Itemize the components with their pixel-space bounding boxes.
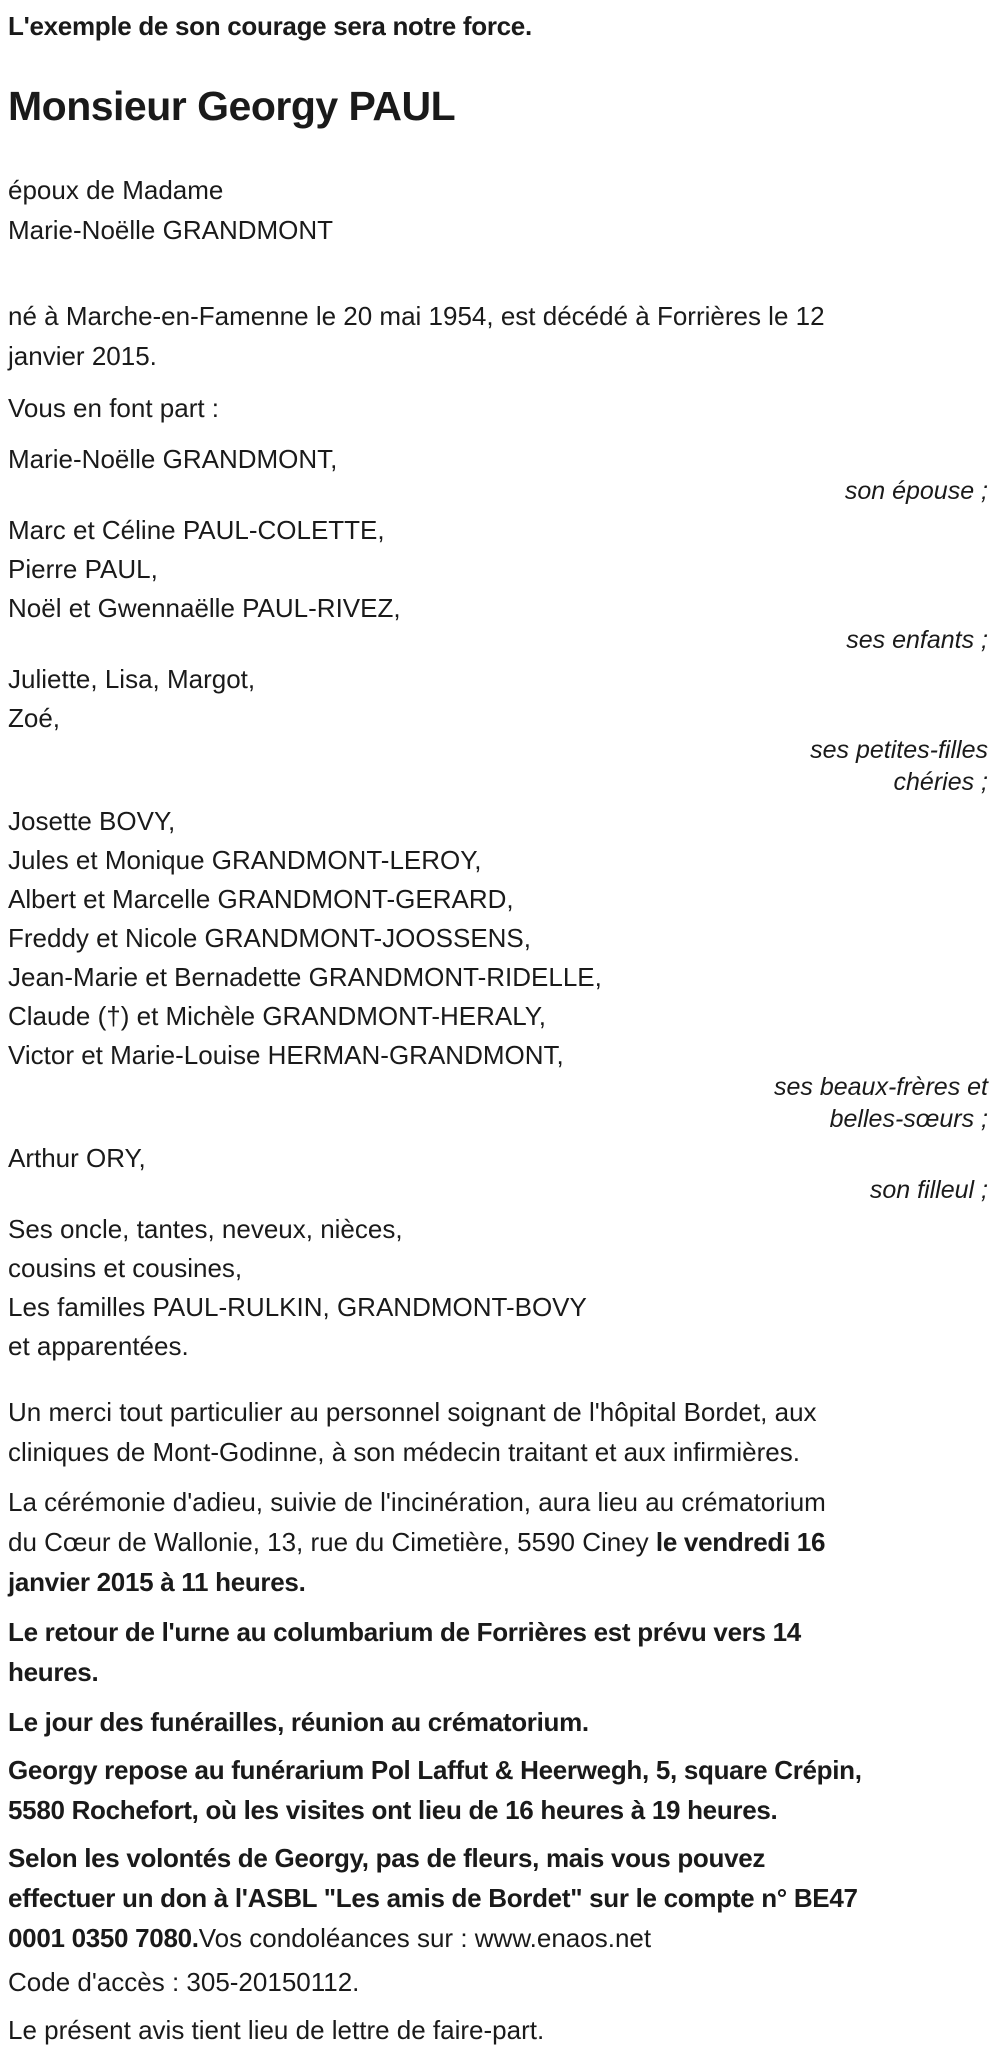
family-group-children [8, 511, 990, 656]
family-names [8, 1210, 990, 1366]
family-group-extended [8, 1210, 990, 1366]
family-group-inlaws [8, 802, 990, 1135]
life-dates [8, 296, 990, 376]
closing-note: Le présent avis tient lieu de lettre de faire-part. [8, 2015, 545, 2045]
text-line: janvier 2015 à 11 heures. [8, 1567, 306, 1597]
funeral-day-paragraph [8, 1702, 990, 1742]
access-code: Code d'accès : 305-20150112. [8, 1967, 360, 1997]
text-line: ses enfants ; [846, 626, 988, 654]
text-line: Josette BOVY, [8, 806, 176, 836]
text-line: Le jour des funérailles, réunion au crématorium. [8, 1707, 589, 1737]
text-line: Marc et Céline PAUL-COLETTE, [8, 515, 385, 545]
text-line: Victor et Marie-Louise HERMAN-GRANDMONT, [8, 1040, 564, 1070]
text-line: La cérémonie d'adieu, suivie de l'incinération, aura lieu au crématorium [8, 1487, 826, 1517]
text-line: cousins et cousines, [8, 1253, 243, 1283]
family-names [8, 440, 990, 479]
text-line: Zoé, [8, 703, 61, 733]
text-line: Georgy repose au funérarium Pol Laffut & Heerwegh, 5, square Crépin, [8, 1755, 862, 1785]
family-group-godson [8, 1139, 990, 1206]
text-line: ses petites-filles [810, 736, 988, 764]
family-relation [8, 624, 990, 656]
text-line: son filleul ; [869, 1176, 988, 1204]
text-line: Albert et Marcelle GRANDMONT-GERARD, [8, 884, 514, 914]
family-relation [8, 1174, 990, 1206]
text-line: Claude (†) et Michèle GRANDMONT-HERALY, [8, 1001, 546, 1031]
text-line: Selon les volontés de Georgy, pas de fleurs, mais vous pouvez [8, 1843, 766, 1873]
text-line: Jules et Monique GRANDMONT-LEROY, [8, 845, 482, 875]
repose-paragraph [8, 1750, 990, 1830]
text-line: belles-sœurs ; [829, 1105, 988, 1133]
urn-return-paragraph [8, 1612, 990, 1692]
text-line: époux de Madame [8, 175, 224, 205]
family-names [8, 660, 990, 738]
text-line: Jean-Marie et Bernadette GRANDMONT-RIDELLE, [8, 962, 602, 992]
text-line: Les familles PAUL-RULKIN, GRANDMONT-BOVY [8, 1292, 587, 1322]
text-line: Le retour de l'urne au columbarium de Forrières est prévu vers 14 [8, 1617, 801, 1647]
text-line: Arthur ORY, [8, 1143, 146, 1173]
family-relation [8, 734, 990, 798]
family-relation [8, 475, 990, 507]
family-group-granddaughters [8, 660, 990, 798]
ceremony-paragraph [8, 1482, 990, 1602]
family-names [8, 1139, 990, 1178]
spouse-intro [8, 170, 990, 250]
text-line: du Cœur de Wallonie, 13, rue du Cimetière, 5590 Ciney le vendredi 16 [8, 1527, 826, 1557]
epitaph: L'exemple de son courage sera notre force. [8, 11, 532, 41]
text-line: Un merci tout particulier au personnel soignant de l'hôpital Bordet, aux [8, 1397, 817, 1427]
text-line: Marie-Noëlle GRANDMONT [8, 215, 334, 245]
family-names [8, 511, 990, 628]
donation-paragraph [8, 1838, 990, 1958]
text-line: chéries ; [893, 768, 988, 796]
text-line: né à Marche-en-Famenne le 20 mai 1954, est décédé à Forrières le 12 [8, 301, 825, 331]
family-relation [8, 1071, 990, 1135]
text-line: 5580 Rochefort, où les visites ont lieu de 16 heures à 19 heures. [8, 1795, 778, 1825]
family-groups [8, 440, 990, 1366]
text-line: heures. [8, 1657, 99, 1687]
text-line: son épouse ; [844, 477, 988, 505]
text-line: Ses oncle, tantes, neveux, nièces, [8, 1214, 403, 1244]
text-line: Pierre PAUL, [8, 554, 158, 584]
text-line: ses beaux-frères et [774, 1073, 988, 1101]
text-line: Noël et Gwennaëlle PAUL-RIVEZ, [8, 593, 401, 623]
text-line: effectuer un don à l'ASBL "Les amis de Bordet" sur le compte n° BE47 [8, 1883, 858, 1913]
family-group-spouse [8, 440, 990, 507]
text-line: Freddy et Nicole GRANDMONT-JOOSSENS, [8, 923, 531, 953]
text-line: cliniques de Mont-Godinne, à son médecin traitant et aux infirmières. [8, 1437, 800, 1467]
thanks-paragraph [8, 1392, 990, 1472]
text-line: Juliette, Lisa, Margot, [8, 664, 256, 694]
text-line: et apparentées. [8, 1331, 189, 1361]
text-line: 0001 0350 7080.Vos condoléances sur : www.enaos.net [8, 1923, 652, 1953]
text-line: Marie-Noëlle GRANDMONT, [8, 444, 338, 474]
deceased-name: Monsieur Georgy PAUL [8, 83, 456, 129]
family-names [8, 802, 990, 1075]
text-line: janvier 2015. [8, 341, 157, 371]
announcement-intro: Vous en font part : [8, 393, 220, 423]
